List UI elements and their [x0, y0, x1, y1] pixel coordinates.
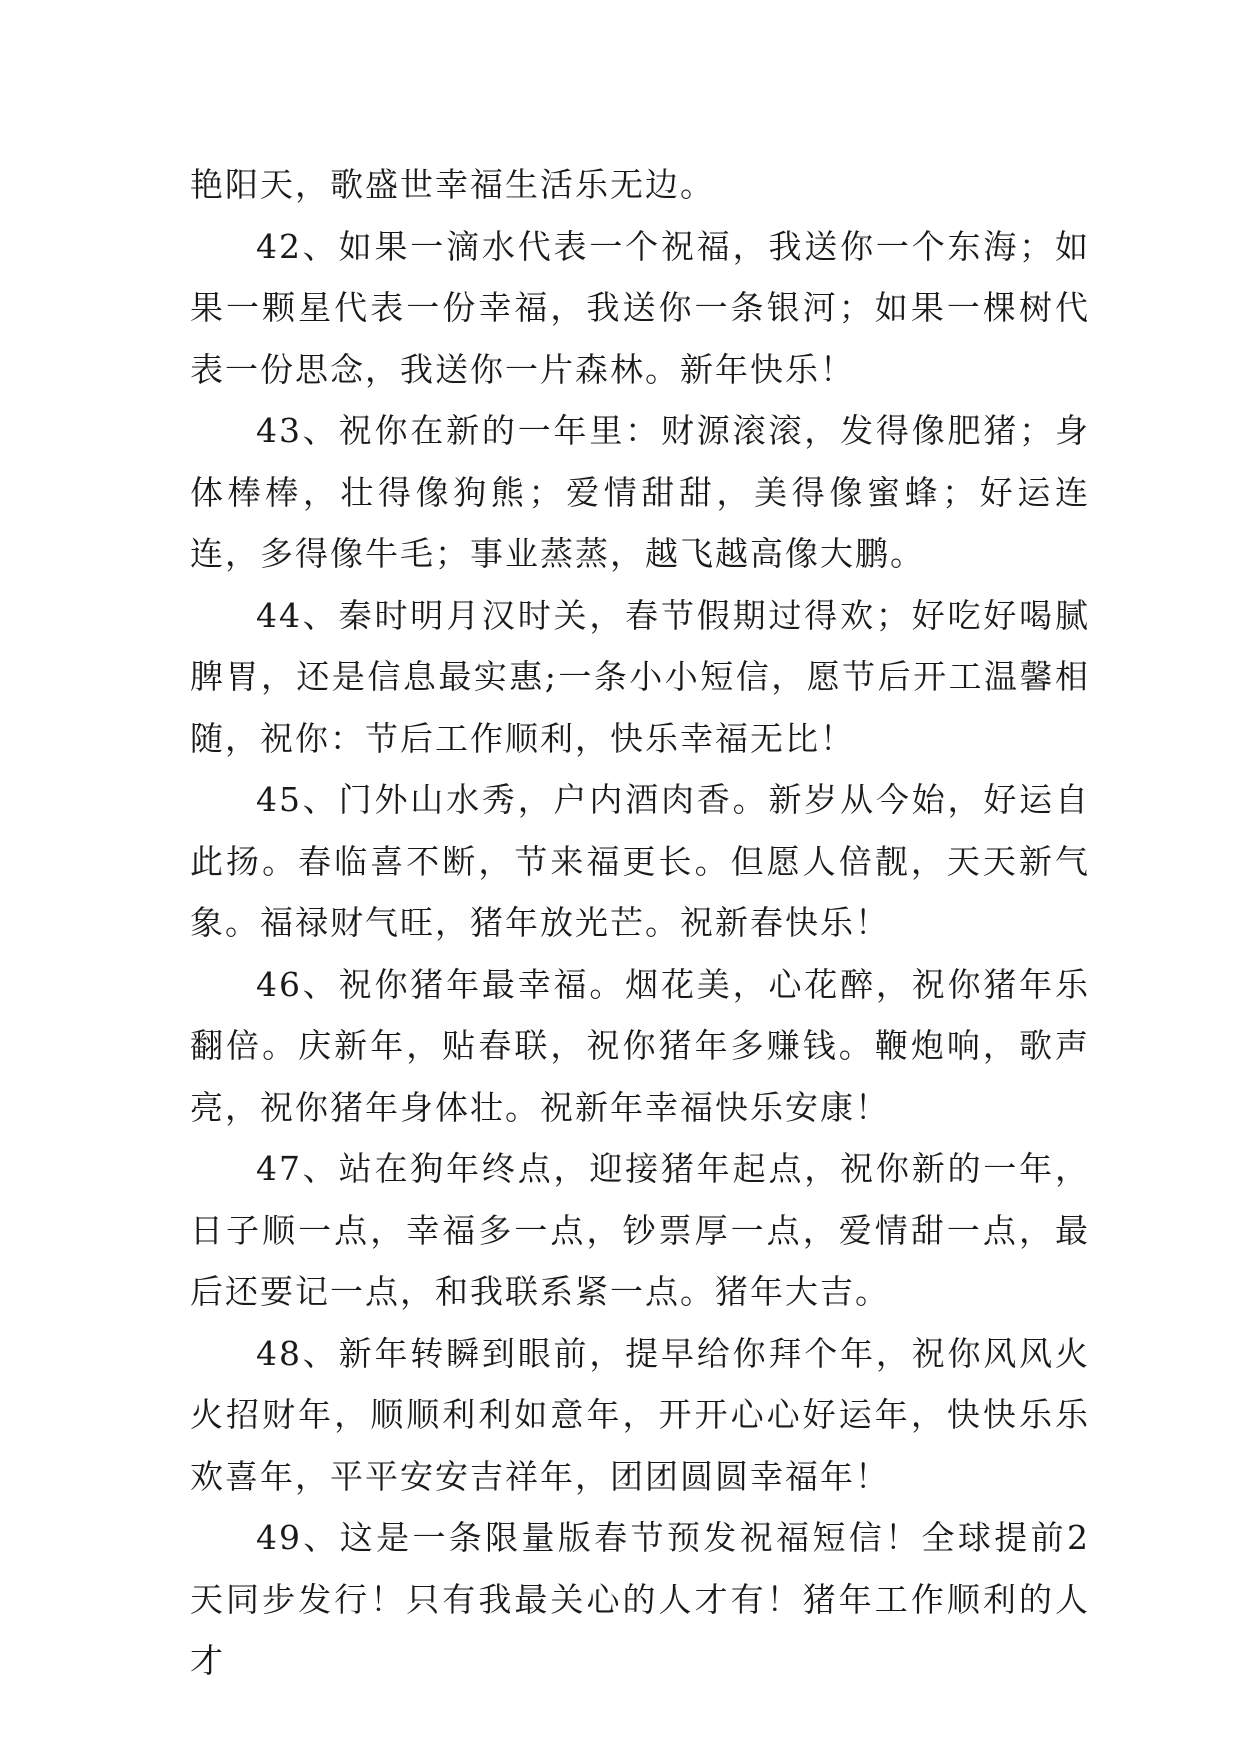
paragraph-47: 47、站在狗年终点，迎接猪年起点，祝你新的一年，日子顺一点，幸福多一点，钞票厚一点，爱情甜一点，最后还要记一点，和我联系紧一点。猪年大吉。: [190, 1149, 1090, 1311]
paragraph-46: 46、祝你猪年最幸福。烟花美，心花醉，祝你猪年乐翻倍。庆新年，贴春联，祝你猪年多赚钱。鞭炮响，歌声亮，祝你猪年身体壮。祝新年幸福快乐安康！: [190, 964, 1090, 1127]
paragraph-42: 42、如果一滴水代表一个祝福，我送你一个东海；如果一颗星代表一份幸福，我送你一条银河；如果一棵树代表一份思念，我送你一片森林。新年快乐！: [190, 226, 1090, 389]
paragraph-44: 44、秦时明月汉时关，春节假期过得欢；好吃好喝腻脾胃，还是信息最实惠;一条小小短信，愿节后开工温馨相随，祝你：节后工作顺利，快乐幸福无比！: [190, 595, 1090, 758]
paragraph-49: 49、这是一条限量版春节预发祝福短信！全球提前2天同步发行！只有我最关心的人才有！猪年工作顺利的人才: [190, 1518, 1090, 1680]
paragraph-45: 45、门外山水秀，户内酒肉香。新岁从今始，好运自此扬。春临喜不断，节来福更长。但愿人倍靓，天天新气象。福禄财气旺，猪年放光芒。祝新春快乐！: [190, 780, 1090, 942]
paragraph-continuation: 艳阳天，歌盛世幸福生活乐无边。: [190, 165, 715, 204]
paragraph-48: 48、新年转瞬到眼前，提早给你拜个年，祝你风风火火招财年，顺顺利利如意年，开开心心好运年，快快乐乐欢喜年，平平安安吉祥年，团团圆圆幸福年！: [190, 1333, 1090, 1496]
paragraph-43: 43、祝你在新的一年里：财源滚滚，发得像肥猪；身体棒棒，壮得像狗熊；爱情甜甜，美得像蜜蜂；好运连连，多得像牛毛；事业蒸蒸，越飞越高像大鹏。: [190, 411, 1090, 573]
document-body: [190, 154, 1090, 1692]
